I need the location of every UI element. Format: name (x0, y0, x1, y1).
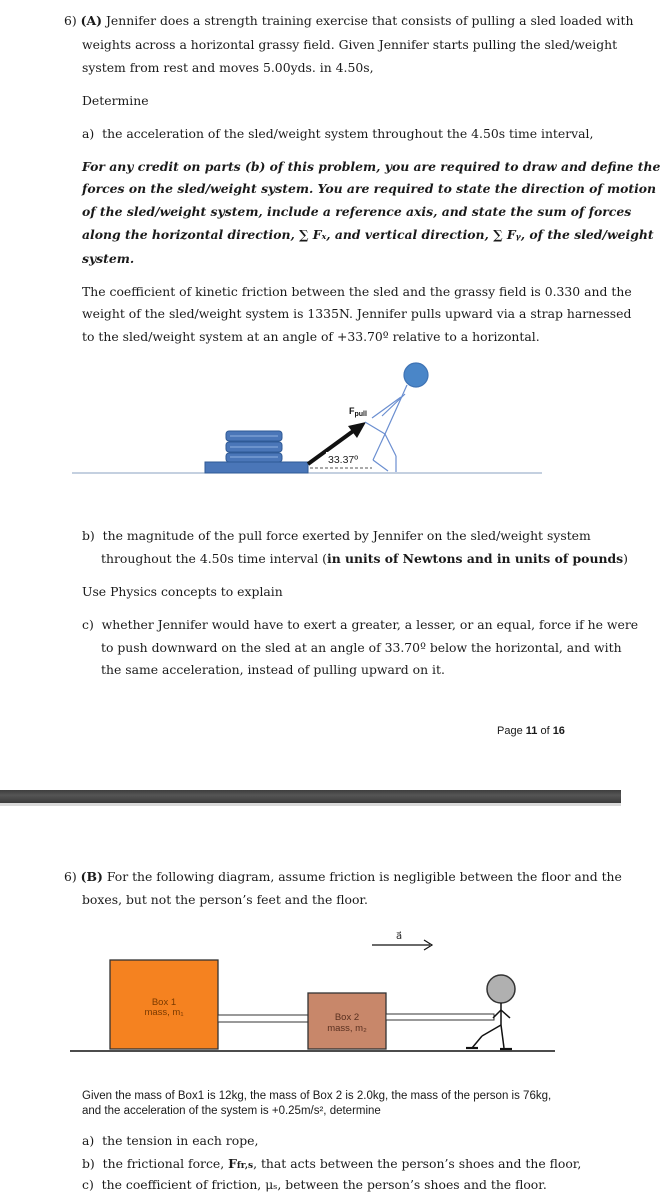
credit-line-5: system. (82, 251, 135, 266)
part-c: c) whether Jennifer would have to exert a greater, a lesser, or an equal, force if he were (82, 617, 639, 632)
part-2c: c) the coefficient of friction, μₛ, between the person’s shoes and the floor. (82, 1177, 547, 1192)
box-2-label: Box 2 (334, 1012, 360, 1023)
box-2-mass: mass, m₂ (327, 1023, 367, 1034)
person-figure (365, 363, 428, 472)
head-icon (404, 363, 428, 387)
determine-label: Determine (82, 93, 149, 108)
box-1-mass: mass, m₁ (144, 1007, 184, 1018)
credit-line-1: For any credit on parts (b) of this problem, you are required to draw and define the (82, 159, 660, 174)
person-head-icon (487, 975, 515, 1003)
given-line-1: Given the mass of Box1 is 12kg, the mass of Box 2 is 2.0kg, the mass of the person is 76kg, (82, 1090, 552, 1102)
question-number: 6) (A) Jennifer does a strength training exercise that consists of pulling a sled loaded with (64, 13, 634, 28)
force-label: $F_{pull}$ (349, 406, 367, 418)
acceleration-label: a⃗ (396, 931, 403, 942)
intro-2-line-2: boxes, but not the person’s feet and the floor. (82, 892, 368, 907)
part-a: a) the acceleration of the sled/weight system throughout the 4.50s time interval, (82, 126, 594, 141)
given-line-2: and the acceleration of the system is +0.25m/s², determine (82, 1105, 381, 1117)
boxes-diagram (60, 922, 560, 1062)
page-number: Page 11 of 16 (497, 725, 565, 737)
arrow-head (348, 422, 366, 438)
sled-base (205, 462, 308, 473)
use-physics-label: Use Physics concepts to explain (82, 584, 283, 599)
part-b: b) the magnitude of the pull force exerted by Jennifer on the sled/weight system (82, 528, 591, 543)
sled-diagram (60, 352, 560, 482)
rope-1 (218, 1015, 308, 1022)
part-c-line-3: the same acceleration, instead of pulling upward on it. (101, 662, 445, 677)
part-b-line-2: throughout the 4.50s time interval (in units of Newtons and in units of pounds) (101, 551, 628, 566)
person-stick-figure (466, 975, 515, 1049)
page-divider (0, 790, 621, 803)
intro-line-3: system from rest and moves 5.00yds. in 4.50s, (82, 60, 374, 75)
part-2a: a) the tension in each rope, (82, 1133, 259, 1148)
angle-label: 33.37º (328, 454, 359, 466)
weight-stack (226, 431, 282, 462)
part-2b: b) the frictional force, Ffr,s, that acts between the person’s shoes and the floor, (82, 1156, 582, 1171)
coef-line-2: weight of the sled/weight system is 1335N. Jennifer pulls upward via a strap harnessed (82, 306, 632, 321)
credit-line-4: along the horizontal direction, ∑ Fₓ, and vertical direction, ∑ Fᵧ, of the sled/weight (82, 227, 654, 242)
credit-line-2: forces on the sled/weight system. You are required to state the direction of motion (82, 181, 657, 196)
box-1-label: Box 1 (151, 997, 177, 1008)
page-divider-shadow (0, 803, 621, 806)
rope-2 (386, 1014, 494, 1020)
question-number-2: 6) (B) For the following diagram, assume friction is negligible between the floor and the (64, 869, 622, 884)
part-c-line-2: to push downward on the sled at an angle of 33.70º below the horizontal, and with (101, 640, 622, 655)
credit-line-3: of the sled/weight system, include a reference axis, and state the sum of forces (82, 204, 632, 219)
intro-line-2: weights across a horizontal grassy field. Given Jennifer starts pulling the sled/weight (82, 37, 618, 52)
coef-line-1: The coefficient of kinetic friction between the sled and the grassy field is 0.330 and the (82, 284, 632, 299)
coef-line-3: to the sled/weight system at an angle of +33.70º relative to a horizontal. (82, 329, 540, 344)
